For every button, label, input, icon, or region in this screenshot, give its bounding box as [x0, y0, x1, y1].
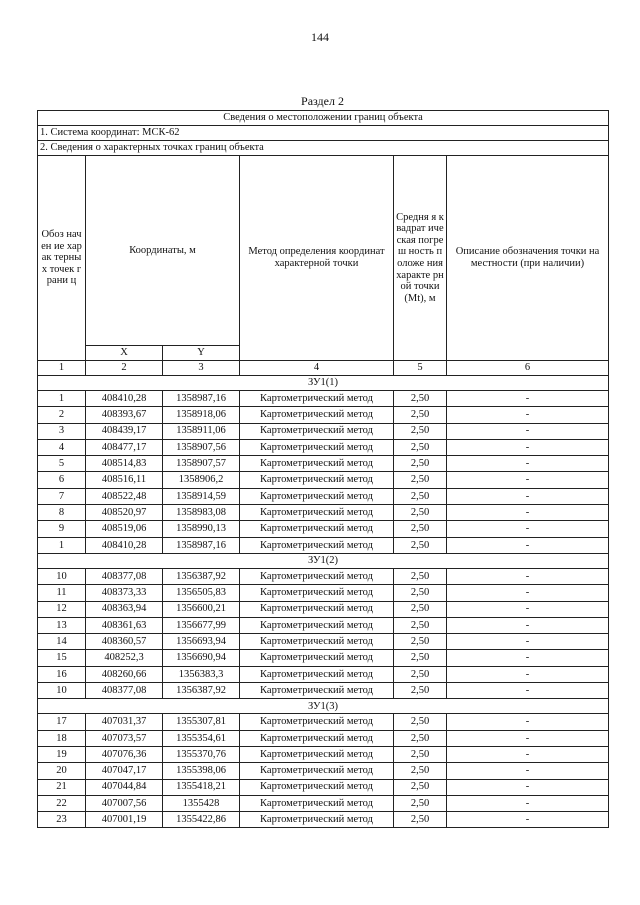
coord-x: 408252,3	[86, 650, 163, 666]
coordinate-system-row	[38, 126, 609, 141]
description-cell: -	[447, 456, 609, 472]
coord-y: 1355307,81	[163, 714, 240, 730]
table-row	[38, 537, 609, 553]
description-cell: -	[447, 439, 609, 455]
table-row	[38, 423, 609, 439]
table-row	[38, 407, 609, 423]
description-cell: -	[447, 505, 609, 521]
coord-y: 1358987,16	[163, 537, 240, 553]
error-cell: 2,50	[394, 521, 447, 537]
table-row	[38, 472, 609, 488]
coord-x: 407047,17	[86, 763, 163, 779]
error-cell: 2,50	[394, 407, 447, 423]
method-cell: Картометрический метод	[240, 472, 394, 488]
error-cell: 2,50	[394, 505, 447, 521]
coord-y: 1355418,21	[163, 779, 240, 795]
description-cell: -	[447, 537, 609, 553]
coord-x: 408514,83	[86, 456, 163, 472]
error-cell: 2,50	[394, 601, 447, 617]
method-cell: Картометрический метод	[240, 730, 394, 746]
page-number: 144	[311, 30, 329, 44]
coord-y: 1356383,3	[163, 666, 240, 682]
coord-y: 1358914,59	[163, 488, 240, 504]
point-number: 1	[38, 537, 86, 553]
column-number: 2	[86, 361, 163, 376]
coord-x: 408410,28	[86, 537, 163, 553]
coord-y: 1355428	[163, 795, 240, 811]
coord-x: 408360,57	[86, 634, 163, 650]
coord-x: 407031,37	[86, 714, 163, 730]
table-row	[38, 634, 609, 650]
error-cell: 2,50	[394, 683, 447, 699]
method-cell: Картометрический метод	[240, 714, 394, 730]
coord-y: 1358911,06	[163, 423, 240, 439]
method-cell: Картометрический метод	[240, 521, 394, 537]
point-number: 6	[38, 472, 86, 488]
coord-x: 408439,17	[86, 423, 163, 439]
description-cell: -	[447, 391, 609, 407]
error-cell: 2,50	[394, 666, 447, 682]
method-cell: Картометрический метод	[240, 779, 394, 795]
method-cell: Картометрический метод	[240, 617, 394, 633]
group-name: ЗУ1(1)	[38, 376, 609, 391]
coord-y: 1358906,2	[163, 472, 240, 488]
table-row	[38, 666, 609, 682]
table-row	[38, 568, 609, 584]
coord-x: 407044,84	[86, 779, 163, 795]
table-row	[38, 812, 609, 828]
column-number: 1	[38, 361, 86, 376]
point-number: 1	[38, 391, 86, 407]
coord-x: 408363,94	[86, 601, 163, 617]
error-cell: 2,50	[394, 617, 447, 633]
error-cell: 2,50	[394, 650, 447, 666]
coord-y: 1356600,21	[163, 601, 240, 617]
point-number: 10	[38, 683, 86, 699]
description-cell: -	[447, 601, 609, 617]
coord-y: 1355422,86	[163, 812, 240, 828]
method-cell: Картометрический метод	[240, 650, 394, 666]
description-cell: -	[447, 763, 609, 779]
description-cell: -	[447, 746, 609, 762]
column-number: 5	[394, 361, 447, 376]
point-number: 17	[38, 714, 86, 730]
coord-x: 407007,56	[86, 795, 163, 811]
description-cell: -	[447, 714, 609, 730]
coord-y: 1356690,94	[163, 650, 240, 666]
error-cell: 2,50	[394, 568, 447, 584]
description-cell: -	[447, 407, 609, 423]
table-row	[38, 650, 609, 666]
error-cell: 2,50	[394, 391, 447, 407]
coord-y: 1358918,06	[163, 407, 240, 423]
table-row	[38, 795, 609, 811]
boundary-points-table	[37, 110, 609, 828]
point-number: 23	[38, 812, 86, 828]
error-cell: 2,50	[394, 634, 447, 650]
error-cell: 2,50	[394, 779, 447, 795]
coord-y: 1356677,99	[163, 617, 240, 633]
coord-y: 1358907,56	[163, 439, 240, 455]
description-cell: -	[447, 472, 609, 488]
method-cell: Картометрический метод	[240, 746, 394, 762]
point-number: 12	[38, 601, 86, 617]
header-method: Метод определения координат характерной точки	[240, 156, 394, 361]
method-cell: Картометрический метод	[240, 568, 394, 584]
error-cell: 2,50	[394, 537, 447, 553]
column-number: 4	[240, 361, 394, 376]
method-cell: Картометрический метод	[240, 423, 394, 439]
description-cell: -	[447, 683, 609, 699]
point-number: 13	[38, 617, 86, 633]
method-cell: Картометрический метод	[240, 666, 394, 682]
column-number: 6	[447, 361, 609, 376]
point-number: 15	[38, 650, 86, 666]
coord-x: 408519,06	[86, 521, 163, 537]
method-cell: Картометрический метод	[240, 439, 394, 455]
error-cell: 2,50	[394, 812, 447, 828]
error-cell: 2,50	[394, 714, 447, 730]
point-number: 11	[38, 585, 86, 601]
method-cell: Картометрический метод	[240, 456, 394, 472]
coord-y: 1356387,92	[163, 568, 240, 584]
description-cell: -	[447, 666, 609, 682]
coord-x: 408393,67	[86, 407, 163, 423]
error-cell: 2,50	[394, 423, 447, 439]
table-row	[38, 763, 609, 779]
point-number: 18	[38, 730, 86, 746]
table-row	[38, 779, 609, 795]
column-numbers-row	[38, 361, 609, 376]
error-cell: 2,50	[394, 439, 447, 455]
point-number: 9	[38, 521, 86, 537]
coord-y: 1355354,61	[163, 730, 240, 746]
table-row	[38, 585, 609, 601]
error-cell: 2,50	[394, 763, 447, 779]
point-number: 14	[38, 634, 86, 650]
column-number: 3	[163, 361, 240, 376]
point-number: 2	[38, 407, 86, 423]
coord-x: 408520,97	[86, 505, 163, 521]
points-info-row	[38, 141, 609, 156]
coord-x: 408410,28	[86, 391, 163, 407]
header-designation: Обоз начен ие харак терны х точек грани ц	[38, 156, 86, 361]
group-header-row	[38, 553, 609, 568]
description-cell: -	[447, 779, 609, 795]
table-row	[38, 601, 609, 617]
method-cell: Картометрический метод	[240, 763, 394, 779]
table-row	[38, 456, 609, 472]
error-cell: 2,50	[394, 730, 447, 746]
description-cell: -	[447, 795, 609, 811]
coordinate-system-label: 1. Система координат: МСК-62	[38, 126, 609, 141]
description-cell: -	[447, 568, 609, 584]
description-cell: -	[447, 634, 609, 650]
error-cell: 2,50	[394, 585, 447, 601]
error-cell: 2,50	[394, 472, 447, 488]
coord-y: 1355370,76	[163, 746, 240, 762]
point-number: 19	[38, 746, 86, 762]
method-cell: Картометрический метод	[240, 391, 394, 407]
method-cell: Картометрический метод	[240, 683, 394, 699]
header-y: Y	[163, 346, 240, 361]
table-row	[38, 521, 609, 537]
coord-x: 407073,57	[86, 730, 163, 746]
coord-y: 1358907,57	[163, 456, 240, 472]
coord-x: 408516,11	[86, 472, 163, 488]
method-cell: Картометрический метод	[240, 601, 394, 617]
header-error: Средня я квадрат ическая погреш ность положе ния характе рной точки (Mt), м	[394, 156, 447, 361]
coord-x: 408477,17	[86, 439, 163, 455]
method-cell: Картометрический метод	[240, 795, 394, 811]
error-cell: 2,50	[394, 795, 447, 811]
table-row	[38, 439, 609, 455]
description-cell: -	[447, 650, 609, 666]
group-header-row	[38, 376, 609, 391]
coord-y: 1358983,08	[163, 505, 240, 521]
group-name: ЗУ1(3)	[38, 699, 609, 714]
header-x: X	[86, 346, 163, 361]
table-row	[38, 730, 609, 746]
point-number: 10	[38, 568, 86, 584]
table-row	[38, 505, 609, 521]
table-row	[38, 746, 609, 762]
points-info-label: 2. Сведения о характерных точках границ объекта	[38, 141, 609, 156]
point-number: 21	[38, 779, 86, 795]
method-cell: Картометрический метод	[240, 634, 394, 650]
coord-x: 408522,48	[86, 488, 163, 504]
group-header-row	[38, 699, 609, 714]
description-cell: -	[447, 521, 609, 537]
description-cell: -	[447, 617, 609, 633]
method-cell: Картометрический метод	[240, 488, 394, 504]
table-title-row	[38, 111, 609, 126]
coord-x: 408377,08	[86, 568, 163, 584]
section-title: Раздел 2	[301, 94, 344, 108]
header-coordinates: Координаты, м	[86, 156, 240, 346]
method-cell: Картометрический метод	[240, 505, 394, 521]
point-number: 3	[38, 423, 86, 439]
table-row	[38, 714, 609, 730]
coord-x: 408373,33	[86, 585, 163, 601]
description-cell: -	[447, 488, 609, 504]
coord-x: 408260,66	[86, 666, 163, 682]
method-cell: Картометрический метод	[240, 812, 394, 828]
coord-y: 1355398,06	[163, 763, 240, 779]
point-number: 22	[38, 795, 86, 811]
method-cell: Картометрический метод	[240, 585, 394, 601]
error-cell: 2,50	[394, 746, 447, 762]
coord-y: 1356693,94	[163, 634, 240, 650]
description-cell: -	[447, 812, 609, 828]
header-row	[38, 156, 609, 346]
table-row	[38, 391, 609, 407]
group-name: ЗУ1(2)	[38, 553, 609, 568]
point-number: 8	[38, 505, 86, 521]
coord-x: 407076,36	[86, 746, 163, 762]
point-number: 5	[38, 456, 86, 472]
point-number: 4	[38, 439, 86, 455]
coord-y: 1356505,83	[163, 585, 240, 601]
point-number: 7	[38, 488, 86, 504]
coord-x: 407001,19	[86, 812, 163, 828]
description-cell: -	[447, 730, 609, 746]
header-description: Описание обозначения точки на местности (при наличии)	[447, 156, 609, 361]
coord-y: 1356387,92	[163, 683, 240, 699]
method-cell: Картометрический метод	[240, 537, 394, 553]
error-cell: 2,50	[394, 488, 447, 504]
table-title: Сведения о местоположении границ объекта	[38, 111, 609, 126]
point-number: 16	[38, 666, 86, 682]
coord-y: 1358990,13	[163, 521, 240, 537]
coord-x: 408361,63	[86, 617, 163, 633]
point-number: 20	[38, 763, 86, 779]
error-cell: 2,50	[394, 456, 447, 472]
method-cell: Картометрический метод	[240, 407, 394, 423]
table-row	[38, 617, 609, 633]
table-row	[38, 683, 609, 699]
coord-y: 1358987,16	[163, 391, 240, 407]
coord-x: 408377,08	[86, 683, 163, 699]
description-cell: -	[447, 585, 609, 601]
table-row	[38, 488, 609, 504]
description-cell: -	[447, 423, 609, 439]
